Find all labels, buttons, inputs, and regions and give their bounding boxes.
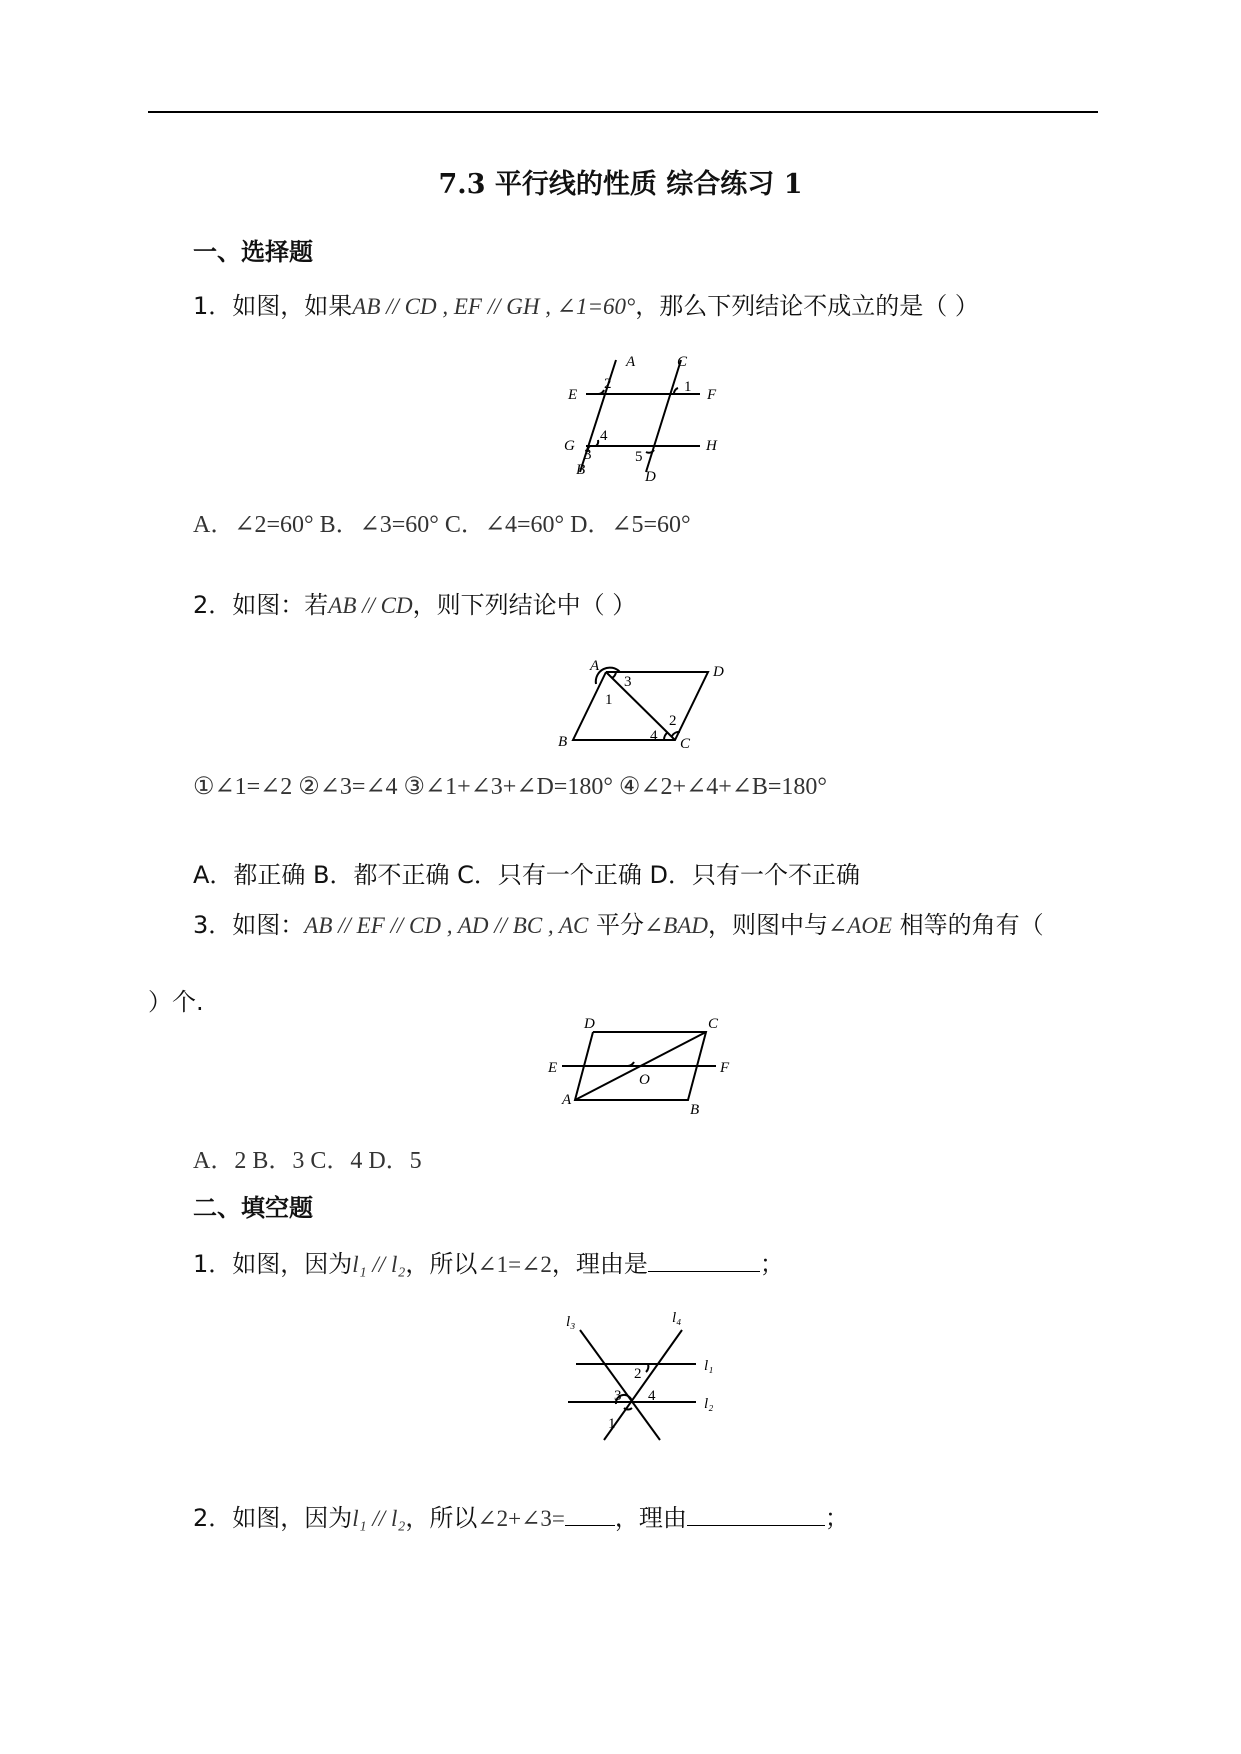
fill-1-prefix: 1．如图，因为 <box>193 1250 353 1278</box>
q1-angle-5: 5 <box>635 449 643 465</box>
f1-label-l4: l₄ <box>672 1310 682 1326</box>
q2-label-D: D <box>713 664 724 680</box>
question-2-math: AB // CD <box>328 593 413 618</box>
f1-label-l3: l₃ <box>566 1314 576 1330</box>
fill-2-answer-blank-2[interactable] <box>687 1503 825 1526</box>
question-2-suffix: ，则下列结论中（ ） <box>412 591 637 619</box>
q3-label-A: A <box>562 1092 572 1108</box>
q1-label-C: C <box>677 354 688 370</box>
question-1 <box>193 286 979 321</box>
q1-label-B: B <box>576 462 586 478</box>
question-2-prefix: 2．如图：若 <box>193 591 329 619</box>
f1-angle-1: 1 <box>608 1416 616 1432</box>
f1-angle-3: 3 <box>614 1388 622 1404</box>
fill-1-math-2: ∠1=∠2 <box>477 1252 552 1277</box>
q1-angle-2: 2 <box>604 376 612 392</box>
figure-q1-parallel-lines <box>560 352 730 487</box>
question-3-prefix: 3．如图： <box>193 911 305 939</box>
q3-label-O: O <box>639 1072 650 1088</box>
fill-2-math-1: l₁ // l₂ <box>352 1506 406 1531</box>
question-3 <box>193 905 1044 940</box>
question-3-math-2: ∠BAD <box>644 913 709 938</box>
q1-angle-4: 4 <box>600 428 608 444</box>
fill-1-end: ； <box>759 1250 784 1278</box>
q2-label-B: B <box>558 734 568 750</box>
q1-label-E: E <box>568 387 578 403</box>
question-1-prefix: 1．如图，如果 <box>193 292 353 320</box>
fill-2-end: ； <box>824 1504 849 1532</box>
q1-label-F: F <box>707 387 717 403</box>
question-1-suffix: ，那么下列结论不成立的是（ ） <box>635 292 979 320</box>
question-3-mid-1: 平分 <box>588 911 645 939</box>
q3-label-C: C <box>708 1016 719 1032</box>
q2-angle-1: 1 <box>605 692 613 708</box>
q3-label-D: D <box>584 1016 595 1032</box>
question-1-options: A．∠2=60° B．∠3=60° C．∠4=60° D．∠5=60° <box>193 512 691 538</box>
f1-angle-4: 4 <box>648 1388 656 1404</box>
q3-label-E: E <box>548 1060 558 1076</box>
q1-angle-1: 1 <box>684 379 692 395</box>
figure-f1-lines <box>560 1300 735 1450</box>
question-3-options: A．2 B．3 C．4 D．5 <box>193 1148 422 1174</box>
fill-2-answer-blank-1[interactable] <box>565 1503 615 1526</box>
question-2-statements: ①∠1=∠2 ②∠3=∠4 ③∠1+∠3+∠D=180° ④∠2+∠4+∠B=180° <box>193 774 827 800</box>
question-3-line-2: ）个. <box>148 988 204 1016</box>
f1-angle-2: 2 <box>634 1366 642 1382</box>
figure-q2-parallelogram <box>550 652 740 752</box>
question-2-options: A．都正确 B．都不正确 C．只有一个正确 D．只有一个不正确 <box>193 861 861 889</box>
q1-label-H: H <box>706 438 717 454</box>
page-title: 7.3 平行线的性质 综合练习 1 <box>438 169 803 200</box>
section-heading-choice: 一、选择题 <box>193 238 313 266</box>
fill-2-math-2: ∠2+∠3= <box>477 1506 565 1531</box>
header-rule <box>148 111 1098 113</box>
q3-label-B: B <box>690 1102 700 1118</box>
f1-label-l1: l₁ <box>704 1358 714 1374</box>
fill-question-2 <box>193 1498 849 1533</box>
q1-label-G: G <box>564 438 575 454</box>
fill-2-prefix: 2．如图，因为 <box>193 1504 353 1532</box>
q2-angle-2: 2 <box>669 713 677 729</box>
fill-1-answer-blank[interactable] <box>648 1249 760 1272</box>
question-1-math: AB // CD , EF // GH , ∠1=60° <box>352 294 636 319</box>
figure-q3-parallelogram <box>548 1018 738 1118</box>
fill-1-mid: ，所以 <box>405 1250 478 1278</box>
question-3-suffix: 相等的角有（ <box>892 911 1044 939</box>
fill-2-mid: ，所以 <box>405 1504 478 1532</box>
question-3-mid-2: ，则图中与 <box>708 911 829 939</box>
f1-label-l2: l₂ <box>704 1396 714 1412</box>
question-2 <box>193 585 636 620</box>
q2-label-A: A <box>590 658 600 674</box>
fill-2-mid-2: ，理由 <box>614 1504 687 1532</box>
section-heading-fill: 二、填空题 <box>193 1194 313 1222</box>
fill-1-suffix: ，理由是 <box>551 1250 648 1278</box>
q2-angle-4: 4 <box>650 728 658 744</box>
q2-angle-3: 3 <box>624 674 632 690</box>
fill-question-1 <box>193 1244 784 1279</box>
q2-label-C: C <box>680 736 691 752</box>
q1-label-A: A <box>626 354 636 370</box>
q1-angle-3: 3 <box>584 447 592 463</box>
fill-1-math-1: l₁ // l₂ <box>352 1252 406 1277</box>
q1-label-D: D <box>645 469 656 485</box>
q3-label-F: F <box>720 1060 730 1076</box>
question-3-math-3: ∠AOE <box>828 913 892 938</box>
question-3-math-1: AB // EF // CD , AD // BC , AC <box>304 913 589 938</box>
